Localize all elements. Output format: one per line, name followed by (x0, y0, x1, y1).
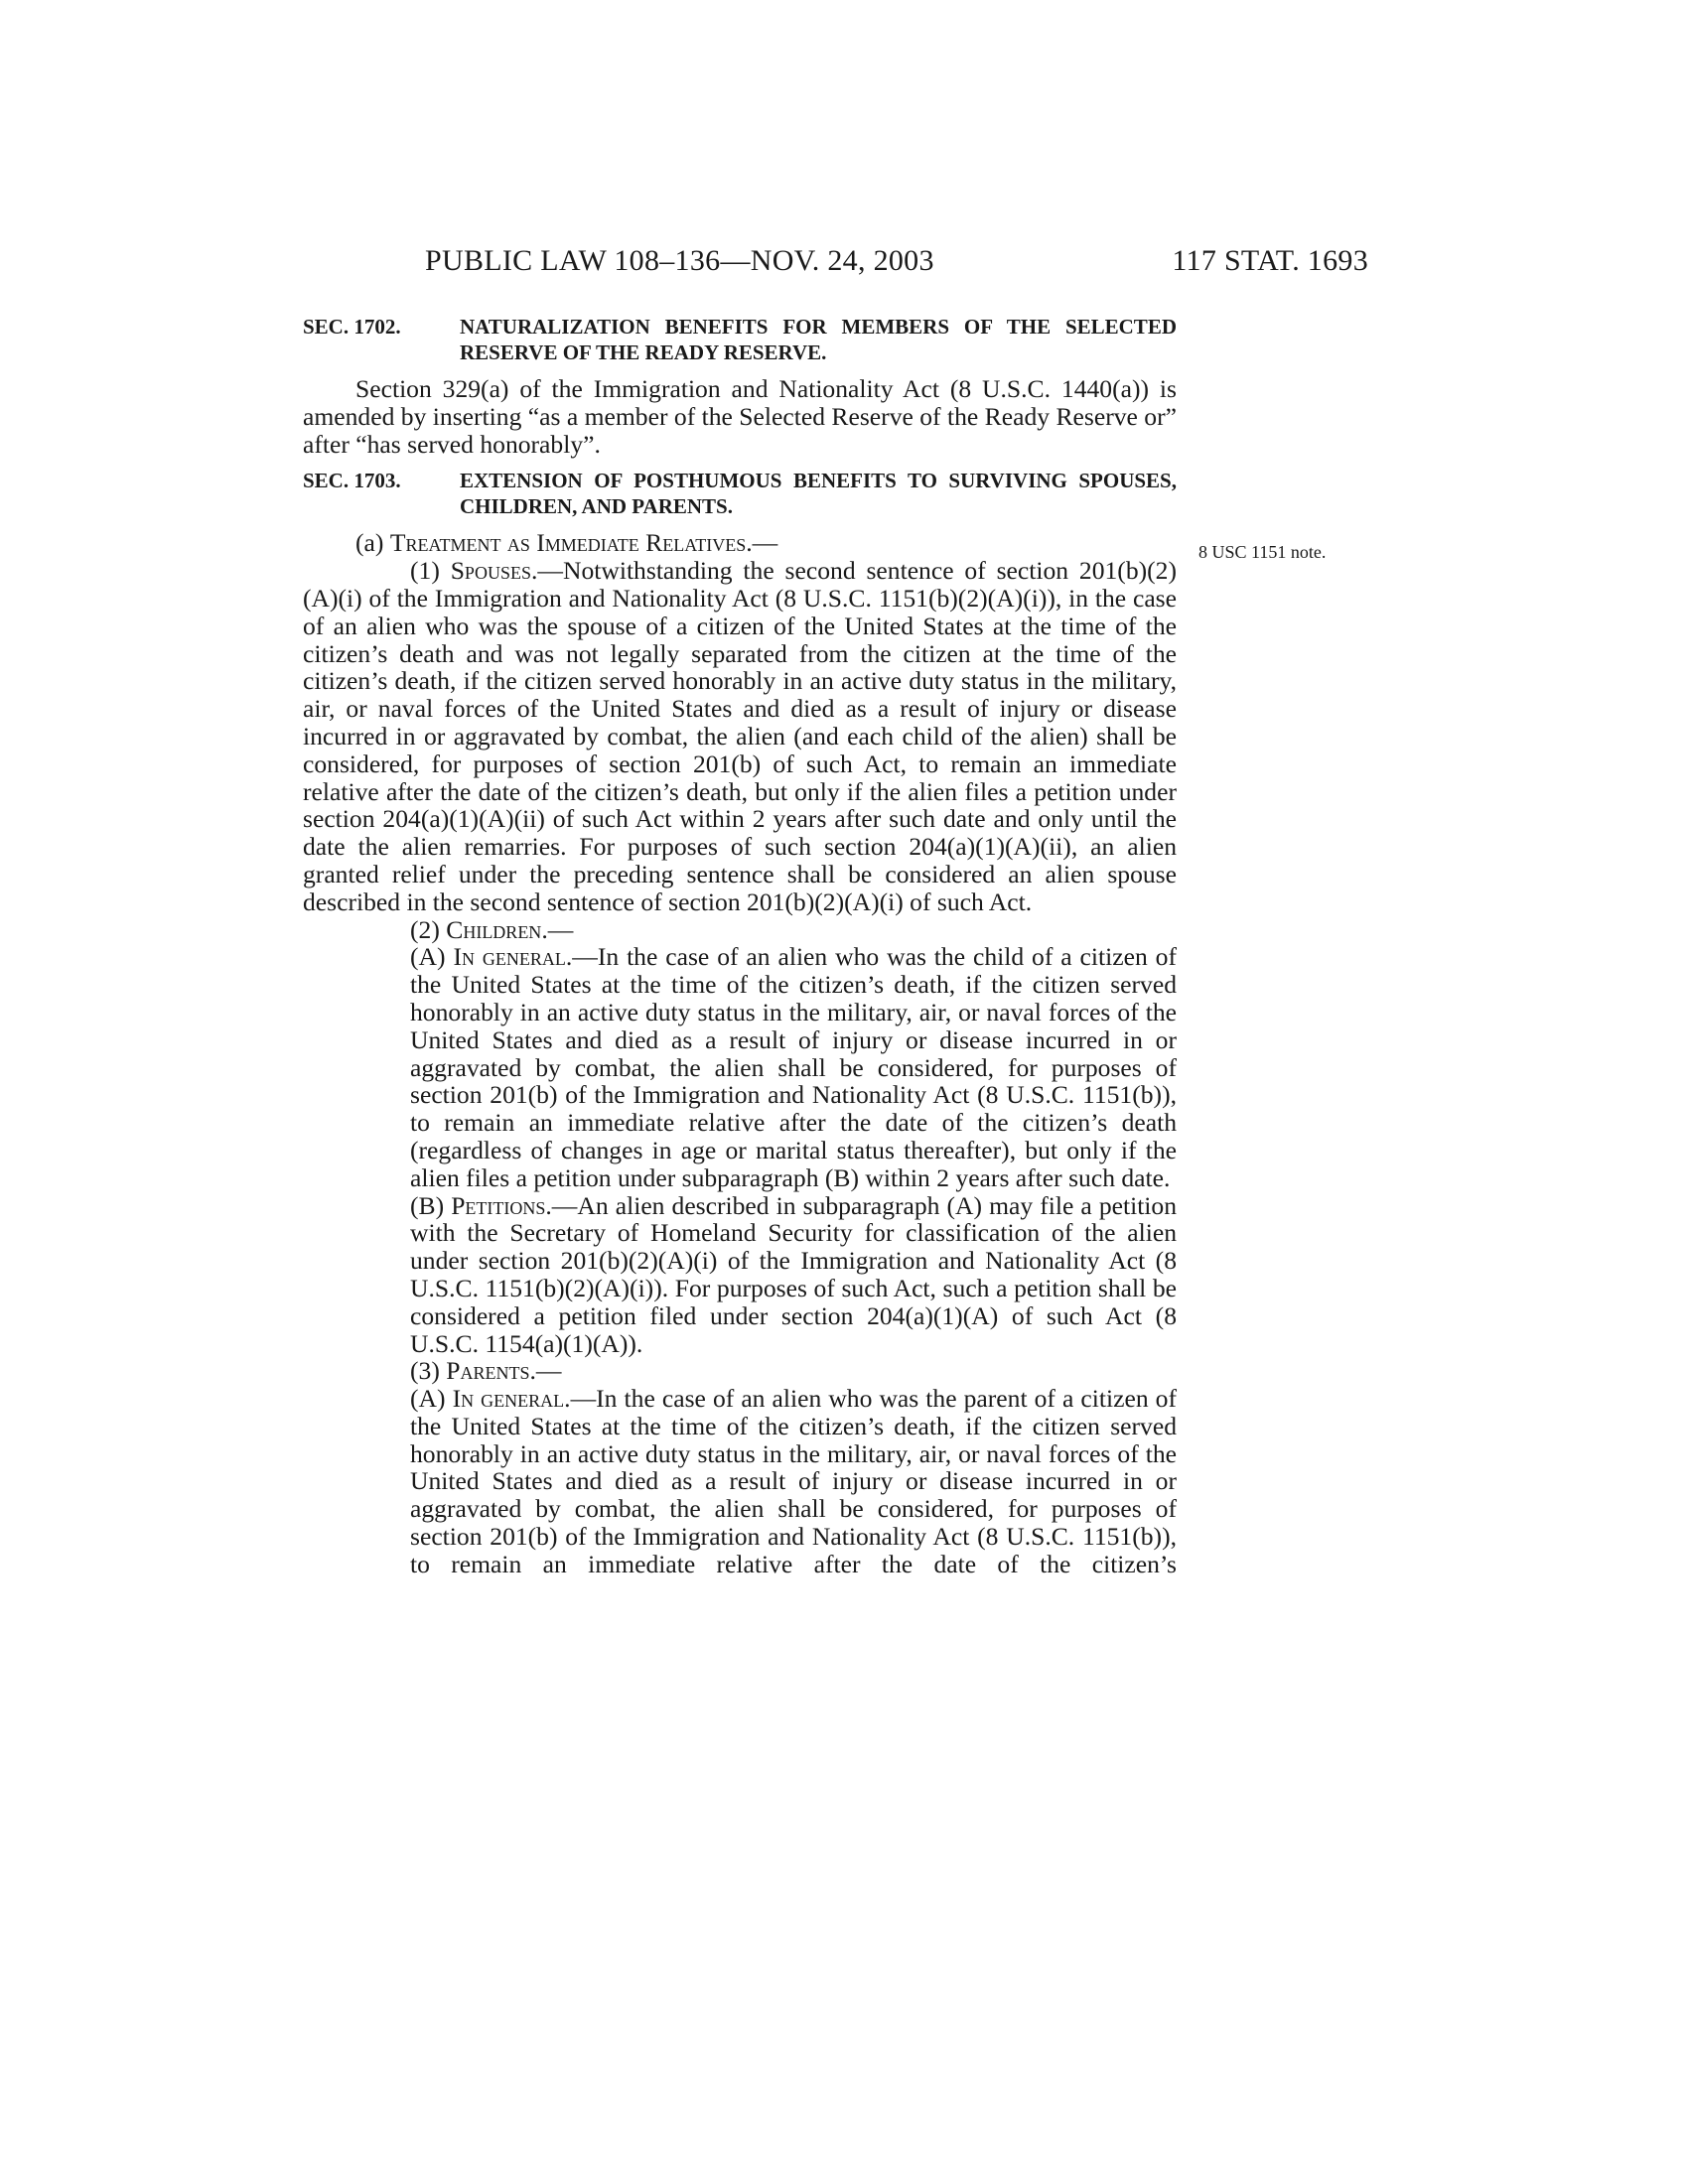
subparagraph-3A-label: (A) (410, 1384, 453, 1414)
subsection-a-heading (303, 529, 1177, 557)
section-1703-number: SEC. 1703. (303, 469, 401, 493)
paragraph-1-caption: Spouses (450, 556, 531, 586)
paragraph-1-text: .—Notwithstanding the second sentence of section 201(b)(2)(A)(i) of the Immigration and Nationality Act (8 U.S.C. 1151(b)(2)(A)(i)), in the case of an alien who was the spouse of a citizen of the United States at the time of the citizen’s death and was not legally separated from the citizen at the time of the citizen’s death, if the citizen served honorably in an active duty status in the military, air, or naval forces of the United States and died as a result of injury or disease incurred in or aggravated by combat, the alien (and each child of the alien) shall be considered, for purposes of section 201(b) of such Act, to remain an immediate relative after the date of the citizen’s death, but only if the alien files a petition under section 204(a)(1)(A)(ii) of such Act within 2 years after such date and only until the date the alien remarries. For purposes of such section 204(a)(1)(A)(ii), an alien granted relief under the preceding sentence shall be considered an alien spouse described in the second sentence of section 201(b)(2)(A)(i) of such Act. (303, 556, 1177, 916)
section-1702-number: SEC. 1702. (303, 315, 401, 339)
paragraph-2-heading (303, 916, 1177, 944)
paragraph-2-subparagraphs (303, 943, 1177, 1357)
subparagraph-2B-caption: Petitions (451, 1190, 546, 1220)
paragraph-2-dash: .— (541, 914, 574, 944)
paragraph-2-label: (2) (410, 914, 447, 944)
paragraph-3-caption: Parents (446, 1356, 530, 1386)
subsection-a-dash: .— (746, 528, 778, 558)
subparagraph-2A-caption: In general (453, 942, 566, 972)
subparagraph-2B-label: (B) (410, 1190, 452, 1220)
public-law-title: PUBLIC LAW 108–136—NOV. 24, 2003 (425, 244, 934, 277)
section-1702-text: Section 329(a) of the Immigration and Nationality Act (8 U.S.C. 1440(a)) is amended by inserting “as a member of the Selected Reserve of the Ready Reserve or” after “has served honorably”. (303, 374, 1177, 459)
subparagraph-2B-text: .—An alien described in subparagraph (A) may file a petition with the Secretary of Homeland Security for classification of the alien under section 201(b)(2)(A)(i) of the Immigration and Nationality Act (8 U.S.C. 1151(b)(2)(A)(i)). For purposes of such Act, such a petition shall be considered a petition filed under section 204(a)(1)(A) of such Act (8 U.S.C. 1154(a)(1)(A)). (410, 1190, 1178, 1358)
paragraph-2-caption: Children (446, 914, 542, 944)
paragraph-3-label: (3) (410, 1356, 447, 1386)
margin-note-usc: 8 USC 1151 note. (1198, 542, 1327, 562)
running-head (298, 244, 1368, 284)
paragraph-3-subparagraphs (303, 1385, 1177, 1578)
section-1703-title: EXTENSION OF POSTHUMOUS BENEFITS TO SURVIVING SPOUSES, CHILDREN, AND PARENTS. (460, 469, 1177, 519)
body-column (303, 314, 1177, 1578)
subparagraph-3A-caption: In general (452, 1384, 565, 1414)
subsection-a-label: (a) (355, 528, 390, 558)
subparagraph-2A-text: .—In the case of an alien who was the child of a citizen of the United States at the time of the citizen’s death, if the citizen served honorably in an active duty status in the military, air, or naval forces of the United States and died as a result of injury or disease incurred in or aggravated by combat, the alien shall be considered, for purposes of section 201(b) of the Immigration and Nationality Act (8 U.S.C. 1151(b)), to remain an immediate relative after the date of the citizen’s death (regardless of changes in age or marital status thereafter), but only if the alien files a petition under subparagraph (B) within 2 years after such date. (410, 942, 1177, 1192)
statute-page-reference: 117 STAT. 1693 (1172, 244, 1368, 277)
subparagraph-3A (410, 1385, 1177, 1578)
paragraph-3-heading (303, 1357, 1177, 1385)
subparagraph-2B (410, 1192, 1177, 1358)
paragraph-3-dash: .— (529, 1356, 562, 1386)
subsection-a-caption: Treatment as Immediate Relatives (389, 528, 747, 558)
section-1702-heading (303, 314, 1177, 365)
paragraph-1-spouses (303, 557, 1177, 915)
subparagraph-3A-text: .—In the case of an alien who was the parent of a citizen of the United States at the time of the citizen’s death, if the citizen served honorably in an active duty status in the military, air, or naval forces of the United States and died as a result of injury or disease incurred in or aggravated by combat, the alien shall be considered, for purposes of section 201(b) of the Immigration and Nationality Act (8 U.S.C. 1151(b)), to remain an immediate relative after the date of the citizen’s (410, 1384, 1177, 1578)
paragraph-1-label: (1) (410, 556, 451, 586)
subparagraph-2A (410, 943, 1177, 1191)
subparagraph-2A-label: (A) (410, 942, 454, 972)
section-1703-heading (303, 468, 1177, 519)
section-1702-title: NATURALIZATION BENEFITS FOR MEMBERS OF THE SELECTED RESERVE OF THE READY RESERVE. (460, 315, 1177, 364)
